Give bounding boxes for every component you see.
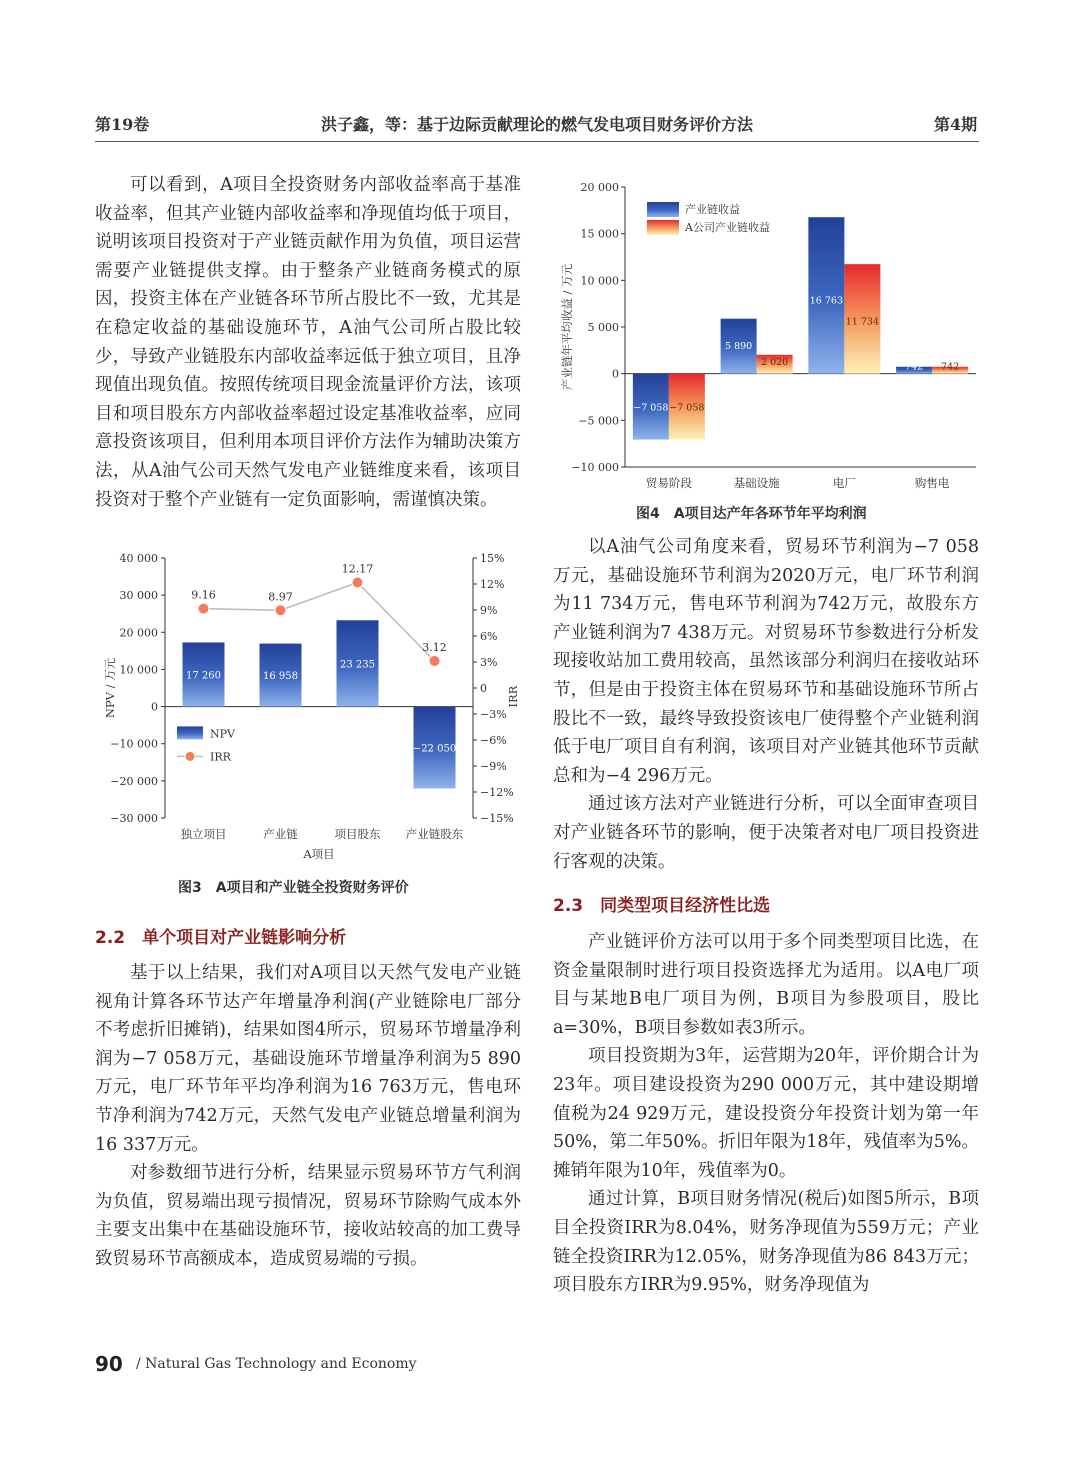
fig3-caption: 图3 A项目和产业链全投资财务评价 [178,880,409,896]
fig3-y2tick-label: −3% [480,708,507,721]
section-2-2-title: 2.2 单个项目对产业链影响分析 [95,928,347,948]
fig4-xtick-label: 电厂 [832,476,856,490]
fig3-chart [95,545,525,870]
fig3-irr-line [204,583,435,661]
right-paragraph-block-1 [553,533,979,876]
volume-label: 第19卷 [95,115,150,134]
fig4-ytick-label: −5 000 [578,414,619,428]
fig3-y2tick-label: −15% [480,812,514,825]
fig3-irr-point [275,605,286,616]
left-paragraph-2-block [95,959,521,1274]
fig3-xtick-label: 项目股东 [334,827,381,841]
fig3-y2tick-label: 3% [480,656,498,669]
fig4-ytick-label: −10 000 [571,461,619,474]
fig3-xtick-label: 独立项目 [180,827,227,841]
fig4-ytick-label: 15 000 [580,227,619,241]
fig3-xtick-label: 产业链股东 [405,827,464,841]
fig4-ytick-label: 5 000 [587,321,619,334]
fig3-ytick-label: −30 000 [110,812,158,825]
fig4-bar-label: 5 890 [725,340,753,352]
fig4-bar-label: −7 058 [633,402,669,414]
fig3-irr-label: 3.12 [422,640,447,654]
fig4-xtick-label: 贸易阶段 [645,476,692,490]
fig3-bar-label: 17 260 [186,670,221,682]
running-title: 洪子鑫，等：基于边际贡献理论的燃气发电项目财务评价方法 [321,115,754,134]
section-2-3-title: 2.3 同类型项目经济性比选 [553,896,771,916]
issue-label: 第4期 [934,115,978,134]
fig3-xlabel: A项目 [303,847,335,861]
fig3-y2tick-label: 6% [480,630,498,643]
right-paragraph-4: 项目投资期为3年，运营期为20年，评价期合计为23年。项目建设投资为290 000万元，其中建设期增值税为24 929万元，建设投资分年投资计划为第一年50%，第二年50%。折旧年限为18年，残值率为5%。摊销年限为10年，残值率为0。 [553,1046,979,1181]
left-paragraph-3: 对参数细节进行分析，结果显示贸易环节方气利润为负值，贸易端出现亏损情况，贸易环节除购气成本外主要支出集中在基础设施环节，接收站较高的加工费导致贸易环节高额成本，造成贸易端的亏损。 [95,1163,521,1269]
fig3-irr-point [198,603,209,614]
fig4-legend-company-swatch [647,220,679,235]
fig4-xtick-label: 基础设施 [733,476,780,490]
fig3-ytick-label: −10 000 [110,737,158,751]
fig3-legend-npv-swatch [177,726,203,739]
fig3-irr-point [352,577,363,588]
journal-name: / Natural Gas Technology and Economy [136,1356,417,1372]
fig4-bar-label: 2 020 [761,357,789,369]
fig4-legend-chain-swatch [647,202,679,217]
fig3-y2tick-label: 9% [480,604,498,617]
fig4-grid [560,181,976,490]
left-paragraph-2: 基于以上结果，我们对A项目以天然气发电产业链视角计算各环节达产年增量净利润(产业链除电厂部分不考虑折旧摊销)，结果如图4所示，贸易环节增量净利润为−7 058万元，基础设施环节增量净利润为5 890万元，电厂环节年平均净利润为16 763万元，售电环节净利润为742万元，天然气发电产业链总增量利润为16 337万元。 [95,963,521,1155]
fig4-ytick-label: 0 [612,367,619,381]
fig3-bar-label: −22 050 [412,743,457,755]
fig3-y2tick-label: 0 [480,682,487,695]
fig3-ytick-label: 20 000 [119,626,158,640]
fig3-ytick-label: 10 000 [119,663,158,677]
fig3-ytick-label: 30 000 [119,589,158,603]
fig4-bars [633,217,968,439]
fig3-y2tick-label: −9% [480,760,507,773]
fig3-ylabel: NPV / 万元 [103,657,117,719]
page-number: 90 [95,1352,123,1376]
fig4-legend-chain-label: 产业链收益 [685,203,740,216]
fig4-xtick-label: 购售电 [914,476,950,490]
fig3-irr-label: 12.17 [341,562,374,576]
right-paragraph-1: 以A油气公司角度来看，贸易环节利润为−7 058万元，基础设施环节利润为2020万元，电厂环节利润为11 734万元，售电环节利润为742万元，故股东方产业链利润为7 438万元。对贸易环节参数进行分析发现接收站加工费用较高，虽然该部分利润归在接收站环节，但是由于投资主体在贸易环节和基础设施环节所占股比不一致，最终导致投资该电厂使得整个产业链利润低于电厂项目自有利润，该项目对产业链其他环节贡献总和为−4 296万元。 [553,537,979,786]
fig3-legend-irr-marker [185,751,195,761]
fig3-ytick-label: −20 000 [110,774,158,788]
fig3-ytick-label: 0 [151,700,158,714]
fig3-legend-npv-label: NPV [210,727,235,741]
fig3-y2tick-label: 15% [480,552,505,565]
right-paragraph-block-2 [553,928,979,1300]
fig3-y2tick-label: 12% [480,578,505,591]
fig3-legend-irr-label: IRR [210,750,231,764]
fig4-ytick-label: 10 000 [580,274,619,288]
fig3-line [191,563,447,667]
fig4-bar-label: 16 763 [809,295,843,307]
fig4-legend-company-label: A公司产业链收益 [685,221,770,234]
fig4-bar-label: −7 058 [669,402,705,414]
fig3-y2tick-label: −6% [480,734,507,747]
right-paragraph-3: 产业链评价方法可以用于多个同类型项目比选，在资金量限制时进行项目投资选择尤为适用。以A电厂项目与某地B电厂项目为例，B项目为参股项目，股比a=30%，B项目参数如表3所示。 [553,932,979,1038]
header-rule [95,141,979,142]
fig3-irr-label: 8.97 [268,590,293,604]
right-paragraph-5: 通过计算，B项目财务情况(税后)如图5所示，B项目全投资IRR为8.04%，财务净现值为559万元；产业链全投资IRR为12.05%，财务净现值为86 843万元；项目股东方IRR为9.95%，财务净现值为 [553,1189,979,1296]
left-paragraph-1: 可以看到，A项目全投资财务内部收益率高于基准收益率，但其产业链内部收益率和净现值均低于项目，说明该项目投资对于产业链贡献作用为负值，项目运营需要产业链提供支撑。由于整条产业链商务模式的原因，投资主体在产业链各环节所占股比不一致，尤其是在稳定收益的基础设施环节，A油气公司所占股比较少，导致产业链股东内部收益率远低于独立项目，且净现值出现负值。按照传统项目现金流量评价方法，该项目和项目股东方内部收益率超过设定基准收益率，应同意投资该项目，但利用本项目评价方法作为辅助决策方法，从A油气公司天然气发电产业链维度来看，该项目投资对于整个产业链有一定负面影响，需谨慎决策。 [95,175,521,510]
left-paragraph-1-block [95,171,521,514]
fig3-y2label: IRR [506,685,520,708]
fig4-ylabel: 产业链年平均收益 / 万元 [560,263,574,391]
fig4-ytick-label: 20 000 [580,181,619,194]
fig4-bar-label: 11 734 [845,316,879,328]
fig3-xtick-label: 产业链 [263,827,298,841]
fig3-bar-label: 16 958 [263,671,298,683]
fig4-caption: 图4 A项目达产年各环节年平均利润 [636,506,867,522]
fig3-bar-label: 23 235 [340,659,375,671]
fig3-irr-point [429,655,440,666]
fig4-bar-label: 742 [905,361,924,373]
fig3-irr-label: 9.16 [191,588,216,602]
right-paragraph-2: 通过该方法对产业链进行分析，可以全面审查项目对产业链各环节的影响，便于决策者对电厂项目投资进行客观的决策。 [553,794,979,872]
fig3-y2tick-label: −12% [480,786,514,799]
fig4-chart [553,172,983,497]
fig3-ytick-label: 40 000 [119,552,158,565]
fig4-bar-label: 742 [941,361,960,373]
